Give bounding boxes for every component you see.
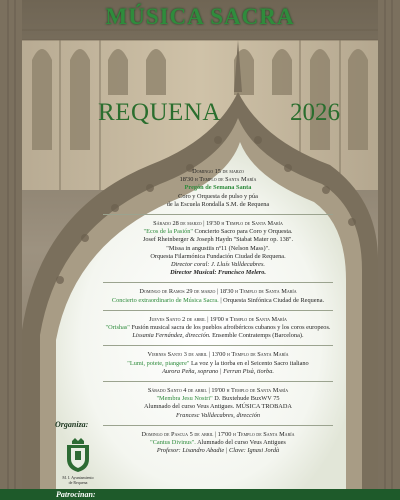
event-line: Aurora Peña, soprano | Ferran Pisà, tiorba. xyxy=(162,367,274,375)
event-name: "Cantus Divinus". xyxy=(150,439,196,447)
event-date: Domingo 15 de marzo xyxy=(192,168,244,175)
event-ensemble: Ensemble Contratemps (Barcelona). xyxy=(210,332,304,340)
event-date-time-place: Domingo de Ramos 29 de marzo | 18'30 h Templo de Santa María xyxy=(139,288,297,296)
divider xyxy=(103,310,333,311)
crest-caption xyxy=(48,476,108,485)
event-line: Josef Rheinberger & Joseph Haydn "Stabat Mater op. 138". xyxy=(142,236,294,244)
event-date-time-place: Sábado 28 de marzo | 19'30 h Templo de Santa María xyxy=(153,220,283,228)
event-2 xyxy=(60,220,376,277)
poster-city: REQUENA xyxy=(98,99,221,126)
divider xyxy=(103,381,333,382)
program-list xyxy=(60,168,376,455)
crest-caption-line: M. I. Ayuntamiento xyxy=(62,475,94,480)
event-director: Lissania Fernández, dirección. xyxy=(132,332,211,340)
crest-caption-line: de Requena xyxy=(68,479,88,485)
divider xyxy=(103,345,333,346)
event-4 xyxy=(60,316,376,341)
event-line: "Missa in angustiis nº11 (Nelson Mass)". xyxy=(166,244,270,252)
event-line: Coro y Orquesta de pulso y púa xyxy=(178,192,258,200)
poster-year: 2026 xyxy=(290,99,340,126)
event-date-time-place: Domingo de Pascua 5 de abril | 17'00 h Templo de Santa María xyxy=(141,430,295,438)
event-rest: | Orquesta Sinfónica Ciudad de Requena. xyxy=(218,296,325,304)
event-3 xyxy=(60,288,376,304)
event-name-rest: Fusión musical sacra de los pueblos afroibéricos cubanos y los coros europeos. xyxy=(129,324,331,332)
event-name-rest: Concierto Sacro para Coro y Orquesta. xyxy=(192,228,293,236)
event-line: Director coral: J. Lluís Valldecabres. xyxy=(171,261,265,269)
event-name-rest: La voz y la tiorba en el Seicento Sacro italiano xyxy=(189,359,309,367)
event-name: "Membra Jesu Nostri" xyxy=(156,395,213,403)
event-line: Francesc Valldecabres, dirección xyxy=(176,411,260,419)
divider xyxy=(103,214,333,215)
patrocinan-label: Patrocinan: xyxy=(56,490,96,499)
divider xyxy=(103,282,333,283)
event-5 xyxy=(60,351,376,376)
event-7 xyxy=(60,431,376,456)
event-name-rest: D. Buxtehude BuxWV 75 xyxy=(212,395,280,403)
event-line: Orquesta Filarmónica Fundación Ciudad de Requena. xyxy=(150,252,286,260)
event-time-place: 18'30 h Templo de Santa María xyxy=(179,176,257,184)
event-date-time-place: Jueves Santo 2 de abril | 19'00 h Templo de Santa María xyxy=(149,315,287,323)
event-name-rest: Alumnado del curso Veus Antigues xyxy=(195,439,286,447)
event-line: Alumnado del curso Veus Antigues. MÚSICA TROBADA xyxy=(144,403,292,411)
divider xyxy=(103,425,333,426)
event-1 xyxy=(60,168,376,209)
event-6 xyxy=(60,387,376,420)
event-name: "Ecos de la Pasión" xyxy=(143,228,193,236)
event-line: Profesor: Lisandro Abadie | Clave: Ignasi Jordà xyxy=(156,447,280,455)
event-date-time-place: Viernes Santo 3 de abril | 13'00 h Templo de Santa María xyxy=(147,351,289,359)
event-line: Director Musical: Francisco Melero. xyxy=(170,269,266,277)
organiza-label: Organiza: xyxy=(55,420,89,429)
town-crest-icon xyxy=(63,437,93,473)
poster-title: MÚSICA SACRA xyxy=(105,4,295,29)
event-line: de la Escuela Rondalla S.M. de Requena xyxy=(166,200,270,208)
event-name: Concierto extraordinario de Música Sacra. xyxy=(111,296,219,304)
event-date-time-place: Sábado Santo 4 de abril | 19'00 h Templo de Santa María xyxy=(147,387,289,395)
event-name: Pregón de Semana Santa xyxy=(184,184,252,192)
event-name: "Lumi, potete, piangere" xyxy=(127,359,190,367)
event-name: "Orishas" xyxy=(105,324,130,332)
